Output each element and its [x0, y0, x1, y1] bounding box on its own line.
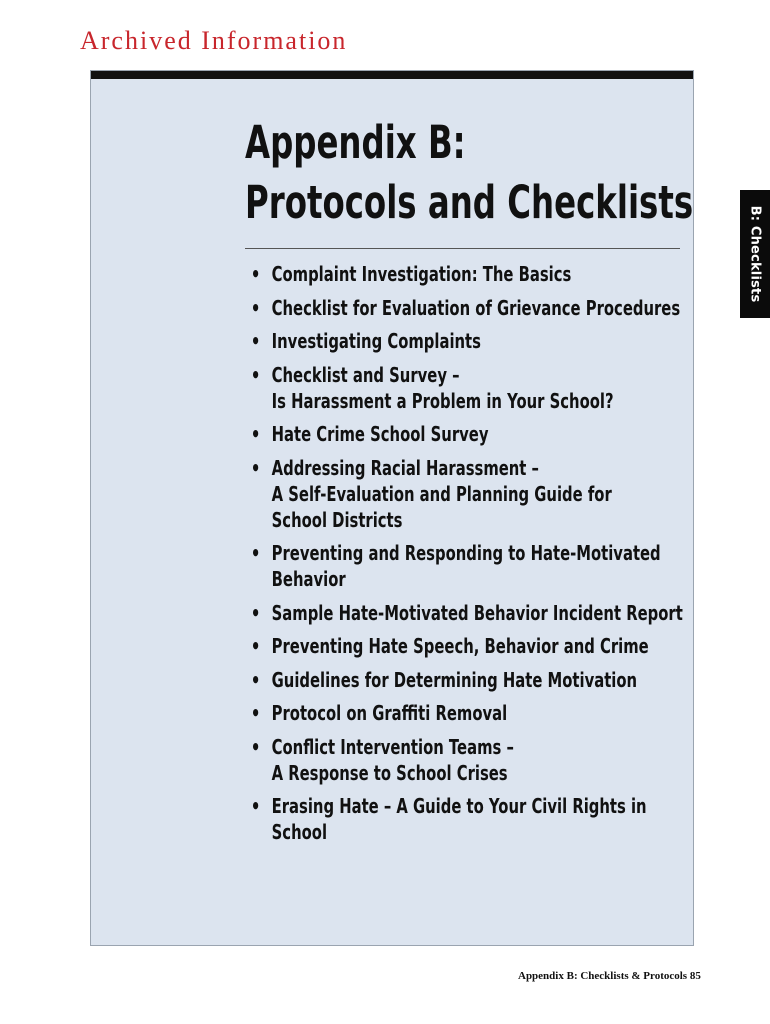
list-item-text: Conflict Intervention Teams – [271, 734, 514, 759]
list-item [245, 362, 659, 414]
list-item [245, 295, 681, 321]
contents-list [245, 261, 683, 853]
list-item-text: Addressing Racial Harassment – [271, 455, 539, 480]
bullet-icon: • [250, 422, 261, 446]
bullet-icon: • [250, 541, 261, 565]
list-item [245, 540, 659, 592]
list-item-text: Hate Crime School Survey [271, 422, 489, 446]
list-item-text: Investigating Complaints [271, 329, 481, 353]
list-item [245, 734, 659, 786]
panel-top-bar [91, 71, 693, 79]
list-item [245, 600, 683, 626]
bullet-icon: • [250, 295, 261, 320]
list-item-text: A Self-Evaluation and Planning Guide for [271, 481, 612, 506]
list-item-text: Complaint Investigation: The Basics [271, 262, 572, 286]
list-item-text: Is Harassment a Problem in Your School? [271, 388, 614, 413]
list-item-text: A Response to School Crises [271, 760, 508, 785]
side-tab-label: B: Checklists [747, 205, 763, 303]
list-item [245, 793, 659, 845]
bullet-icon: • [250, 600, 261, 625]
title-line-2: Protocols and Checklists [245, 176, 694, 229]
list-item-text: School [271, 820, 328, 844]
list-item-text: Preventing and Responding to Hate-Motivated [271, 541, 661, 565]
bullet-icon: • [250, 362, 261, 387]
bullet-icon: • [250, 262, 261, 286]
bullet-icon: • [250, 455, 261, 480]
page-footer: Appendix B: Checklists & Protocols 85 [518, 970, 701, 982]
title-divider [245, 248, 680, 249]
archived-information-label: Archived Information [80, 26, 348, 55]
list-item-text: School Districts [271, 507, 403, 532]
list-item-text: Sample Hate-Motivated Behavior Incident Report [271, 600, 683, 625]
list-item-text: Guidelines for Determining Hate Motivation [271, 667, 638, 692]
list-item-text: Erasing Hate – A Guide to Your Civil Rights in [271, 794, 647, 818]
side-tab [740, 190, 770, 318]
list-item [245, 667, 659, 693]
list-item [245, 700, 659, 726]
list-item [245, 328, 659, 354]
list-item [245, 421, 659, 447]
list-item-text: Checklist and Survey – [271, 362, 460, 387]
list-item [245, 633, 659, 659]
page-title [245, 113, 694, 233]
bullet-icon: • [250, 734, 261, 759]
list-item-text: Preventing Hate Speech, Behavior and Crime [271, 634, 649, 658]
bullet-icon: • [250, 634, 261, 658]
bullet-icon: • [250, 701, 261, 725]
title-line-1: Appendix B: [245, 116, 466, 169]
bullet-icon: • [250, 329, 261, 353]
bullet-icon: • [250, 794, 261, 818]
bullet-icon: • [250, 667, 261, 692]
list-item-text: Checklist for Evaluation of Grievance Procedures [271, 295, 681, 320]
list-item [245, 455, 659, 533]
content-panel [90, 70, 694, 946]
list-item-text: Protocol on Graffiti Removal [271, 701, 508, 725]
list-item-text: Behavior [271, 567, 346, 591]
list-item [245, 261, 659, 287]
